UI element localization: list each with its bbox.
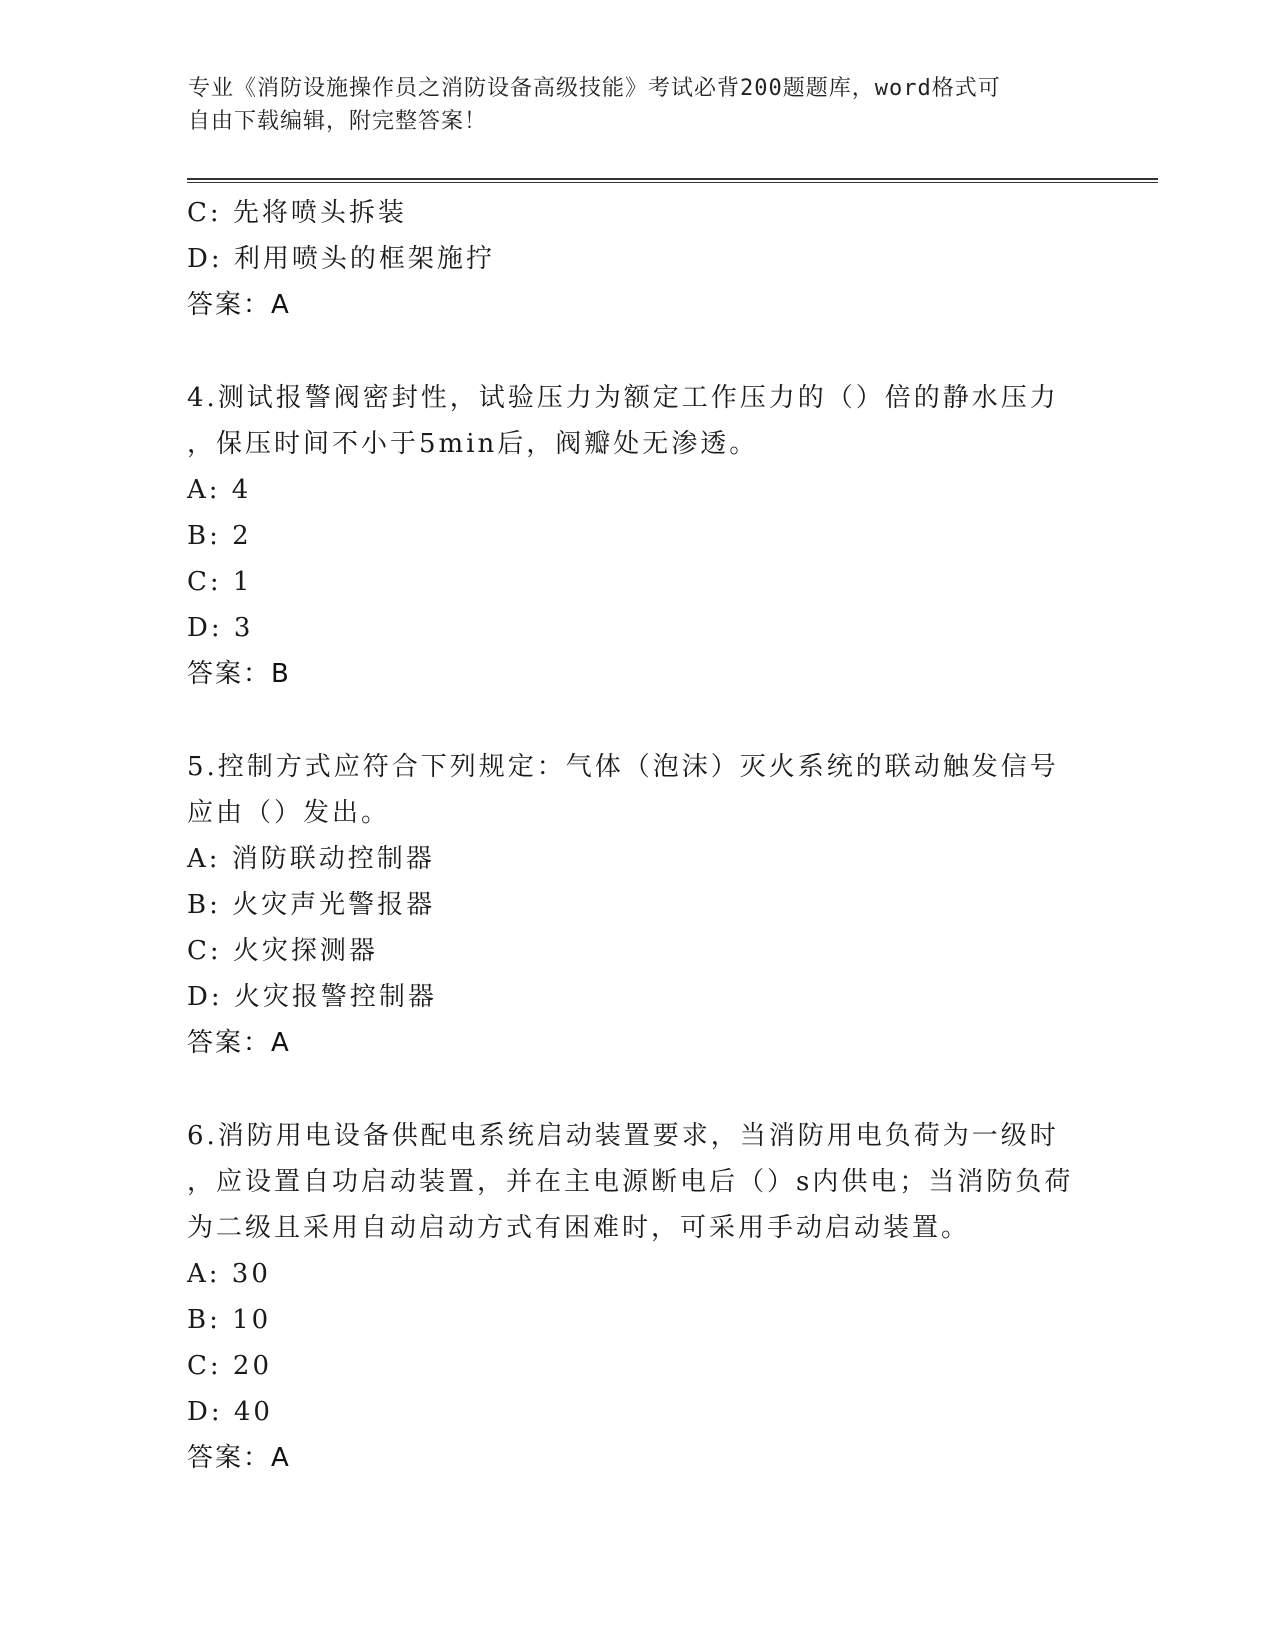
option-d: D: 40 xyxy=(187,1397,273,1427)
header-line-2: 自由下载编辑，附完整答案！ xyxy=(188,109,488,134)
question-list xyxy=(187,190,1087,1481)
option-c: C: 1 xyxy=(187,567,253,597)
question-gap xyxy=(187,1066,1087,1113)
question-stem-line: 4.测试报警阀密封性，试验压力为额定工作压力的（）倍的静水压力 xyxy=(187,383,1059,413)
option-a: A: 消防联动控制器 xyxy=(187,844,435,874)
question-4 xyxy=(187,375,1087,697)
answer: 答案：A xyxy=(187,1443,291,1473)
question-stem-line: 为二级且采用自动启动方式有困难时，可采用手动启动装置。 xyxy=(187,1213,971,1243)
answer: 答案：A xyxy=(187,1028,291,1058)
question-6 xyxy=(187,1113,1087,1481)
option-a: A: 30 xyxy=(187,1259,271,1289)
option-b: B: 火灾声光警报器 xyxy=(187,890,436,920)
question-stem-line: 6.消防用电设备供配电系统启动装置要求，当消防用电负荷为一级时 xyxy=(187,1121,1059,1151)
option-b: B: 10 xyxy=(187,1305,272,1335)
header-divider xyxy=(187,178,1158,183)
answer: 答案：B xyxy=(187,659,291,689)
question-stem-line: ，应设置自功启动装置，并在主电源断电后（）s内供电；当消防负荷 xyxy=(187,1167,1074,1197)
option-c: C: 火灾探测器 xyxy=(187,936,378,966)
option-d: D: 3 xyxy=(187,613,254,643)
question-3-tail xyxy=(187,190,1087,328)
option-c: C: 先将喷头拆装 xyxy=(187,198,407,228)
header-line-1: 专业《消防设施操作员之消防设备高级技能》考试必背200题题库，word格式可 xyxy=(188,76,1001,101)
option-b: B: 2 xyxy=(187,521,252,551)
answer: 答案：A xyxy=(187,290,291,320)
question-gap xyxy=(187,697,1087,744)
question-stem-line: ，保压时间不小于5min后，阀瓣处无渗透。 xyxy=(187,429,759,459)
option-d: D: 火灾报警控制器 xyxy=(187,982,437,1012)
question-stem-line: 应由（）发出。 xyxy=(187,798,391,828)
option-c: C: 20 xyxy=(187,1351,273,1381)
question-gap xyxy=(187,328,1087,375)
document-header xyxy=(188,72,1088,138)
question-stem-line: 5.控制方式应符合下列规定：气体（泡沫）灭火系统的联动触发信号 xyxy=(187,752,1059,782)
question-5 xyxy=(187,744,1087,1066)
option-d: D: 利用喷头的框架施拧 xyxy=(187,244,495,274)
option-a: A: 4 xyxy=(187,475,252,505)
